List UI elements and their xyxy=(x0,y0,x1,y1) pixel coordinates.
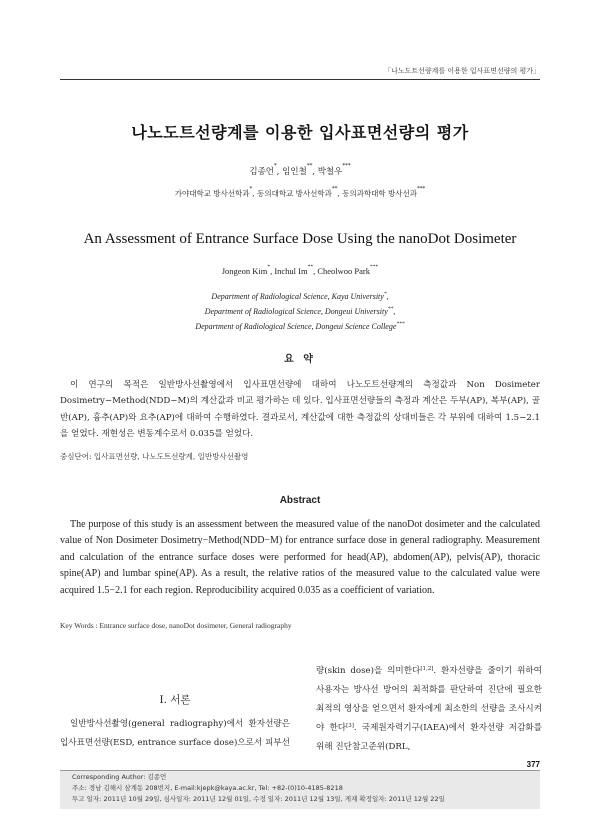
list-entry: 김종언 xyxy=(249,167,275,177)
affiliation-mark: * xyxy=(249,186,253,192)
affiliation-mark: ** xyxy=(306,163,313,169)
list-entry: 동의대학교 방사선학과 xyxy=(257,189,332,198)
paper-title-korean: 나노도트선량계를 이용한 입사표면선량의 평가 xyxy=(131,123,469,142)
author-contact: 주소: 경남 김해시 삼계동 208번지, E-mail:kjepk@kaya.ac.kr, Tel: +82-(0)10-4185-8218 xyxy=(72,784,343,792)
list-entry: 박철우 xyxy=(317,167,343,177)
affiliation-mark: * xyxy=(267,264,271,270)
list-entry: Jongeon Kim xyxy=(221,266,268,276)
author-list-english: Jongeon Kim*, Inchul Im**, Cheolwoo Park*** xyxy=(221,264,379,276)
introduction-left-column: 일반방사선촬영(general radiography)에서 환자선량은 입사표면선량(ESD, entrance surface dose)으로서 피부선 xyxy=(60,719,290,748)
running-title: 「나노도트선량계를 이용한 입사표면선량의 평가」 xyxy=(384,67,540,75)
affiliation-line: Department of Radiological Science, Dongeui University**, xyxy=(204,306,396,316)
list-entry: 가야대학교 방사선학과 xyxy=(174,189,250,198)
affiliation-mark: * xyxy=(383,291,387,297)
keywords-english: Key Words : Entrance surface dose, nanoDot dosimeter, General radiography xyxy=(60,621,292,630)
list-entry: 임인철 xyxy=(282,167,307,177)
introduction-heading: Ⅰ. 서론 xyxy=(159,694,191,706)
affiliation-mark: ** xyxy=(387,306,394,312)
affiliation-mark: * xyxy=(274,163,277,169)
introduction-right-column: 량(skin dose)을 의미한다[1,2]. 환자선량을 줄이기 위하여 사용자는 방사선 방어의 최적화를 판단하여 진단에 필요한 최적의 영상을 얻으면서 환자에게 최소한의 선량을 조사시켜야 한다[3]. 국제원자력기구(IAEA)에서 환자선량 저감화를 위해 진단참고준위(DRL, xyxy=(316,666,543,752)
abstract-body: The purpose of this study is an assessment between the measured value of the nanoDot dosimeter and the calculated value of Non Dosimeter Dosimetry−Method(NDD−M) for entrance surface dose in general radiography. Measurement and calculation of the entrance surface doses were performed for head(AP), abdomen(AP), pelvis(AP), thoracic spine(AP) and lumbar spine(AP). As a result, the relative ratios of the measured value to the calculated value were acquired 1.5−2.1 for each region. Reproducibility acquired 0.035 as a coefficient of variation. xyxy=(60,519,540,596)
affiliation-mark: *** xyxy=(342,163,351,169)
citation-mark: [3] xyxy=(346,723,354,729)
paper-title-english: An Assessment of Entrance Surface Dose Using the nanoDot Dosimeter xyxy=(83,231,517,247)
affiliation-line: Department of Radiological Science, Kaya University*, xyxy=(211,291,389,301)
affiliation-mark: *** xyxy=(370,264,379,270)
affiliation-mark: ** xyxy=(307,264,314,270)
corresponding-author: Corresponding Author: 김종언 xyxy=(72,773,167,781)
summary-heading: 요 약 xyxy=(284,354,316,365)
abstract-heading: Abstract xyxy=(279,495,321,506)
affiliation-mark: *** xyxy=(417,186,426,192)
affiliation-list-english xyxy=(0,289,600,334)
affiliation-mark: *** xyxy=(396,321,405,327)
summary-body: 이 연구의 목적은 일반방사선촬영에서 입사표면선량에 대하여 나노도트선량계의 측정값과 Non Dosimeter Dosimetry−Method(NDD−M)의 계산값과 비교 평가하는 데 있다. 입사표면선량들의 측정과 계산은 두부(AP), 복부(AP), 골반(AP), 흉추(AP)와 요추(AP)에 대하여 수행하였다. 결과로서, 계산값에 대한 측정값의 상대비들은 각 부위에 대하여 1.5−2.1을 얻었다. 재현성은 변동계수로서 0.035를 얻었다. xyxy=(60,380,540,440)
list-entry: Inchul Im xyxy=(274,266,308,276)
affiliation-mark: ** xyxy=(331,186,338,192)
list-entry: 동의과학대학 방사선과 xyxy=(342,189,418,198)
page-number: 377 xyxy=(526,760,540,769)
affiliation-list-korean: 가야대학교 방사선학과*, 동의대학교 방사선학과**, 동의과학대학 방사선과*** xyxy=(174,186,426,198)
submission-dates: 투고 일자: 2011년 10월 29일, 심사일자: 2011년 12월 01일, 수정 일자: 2011년 12월 13일, 게재 확정일자: 2011년 12월 22일 xyxy=(72,795,445,803)
citation-mark: [1,2] xyxy=(420,666,434,672)
author-list-korean: 김종언*, 임인철**, 박철우*** xyxy=(249,163,351,177)
list-entry: Cheolwoo Park xyxy=(317,266,371,276)
header-rule xyxy=(60,79,540,80)
keywords-korean: 중심단어: 입사표면선량, 나노도트선량계, 일반방사선촬영 xyxy=(60,452,249,461)
affiliation-line: Department of Radiological Science, Dongeui Science College*** xyxy=(195,321,405,331)
